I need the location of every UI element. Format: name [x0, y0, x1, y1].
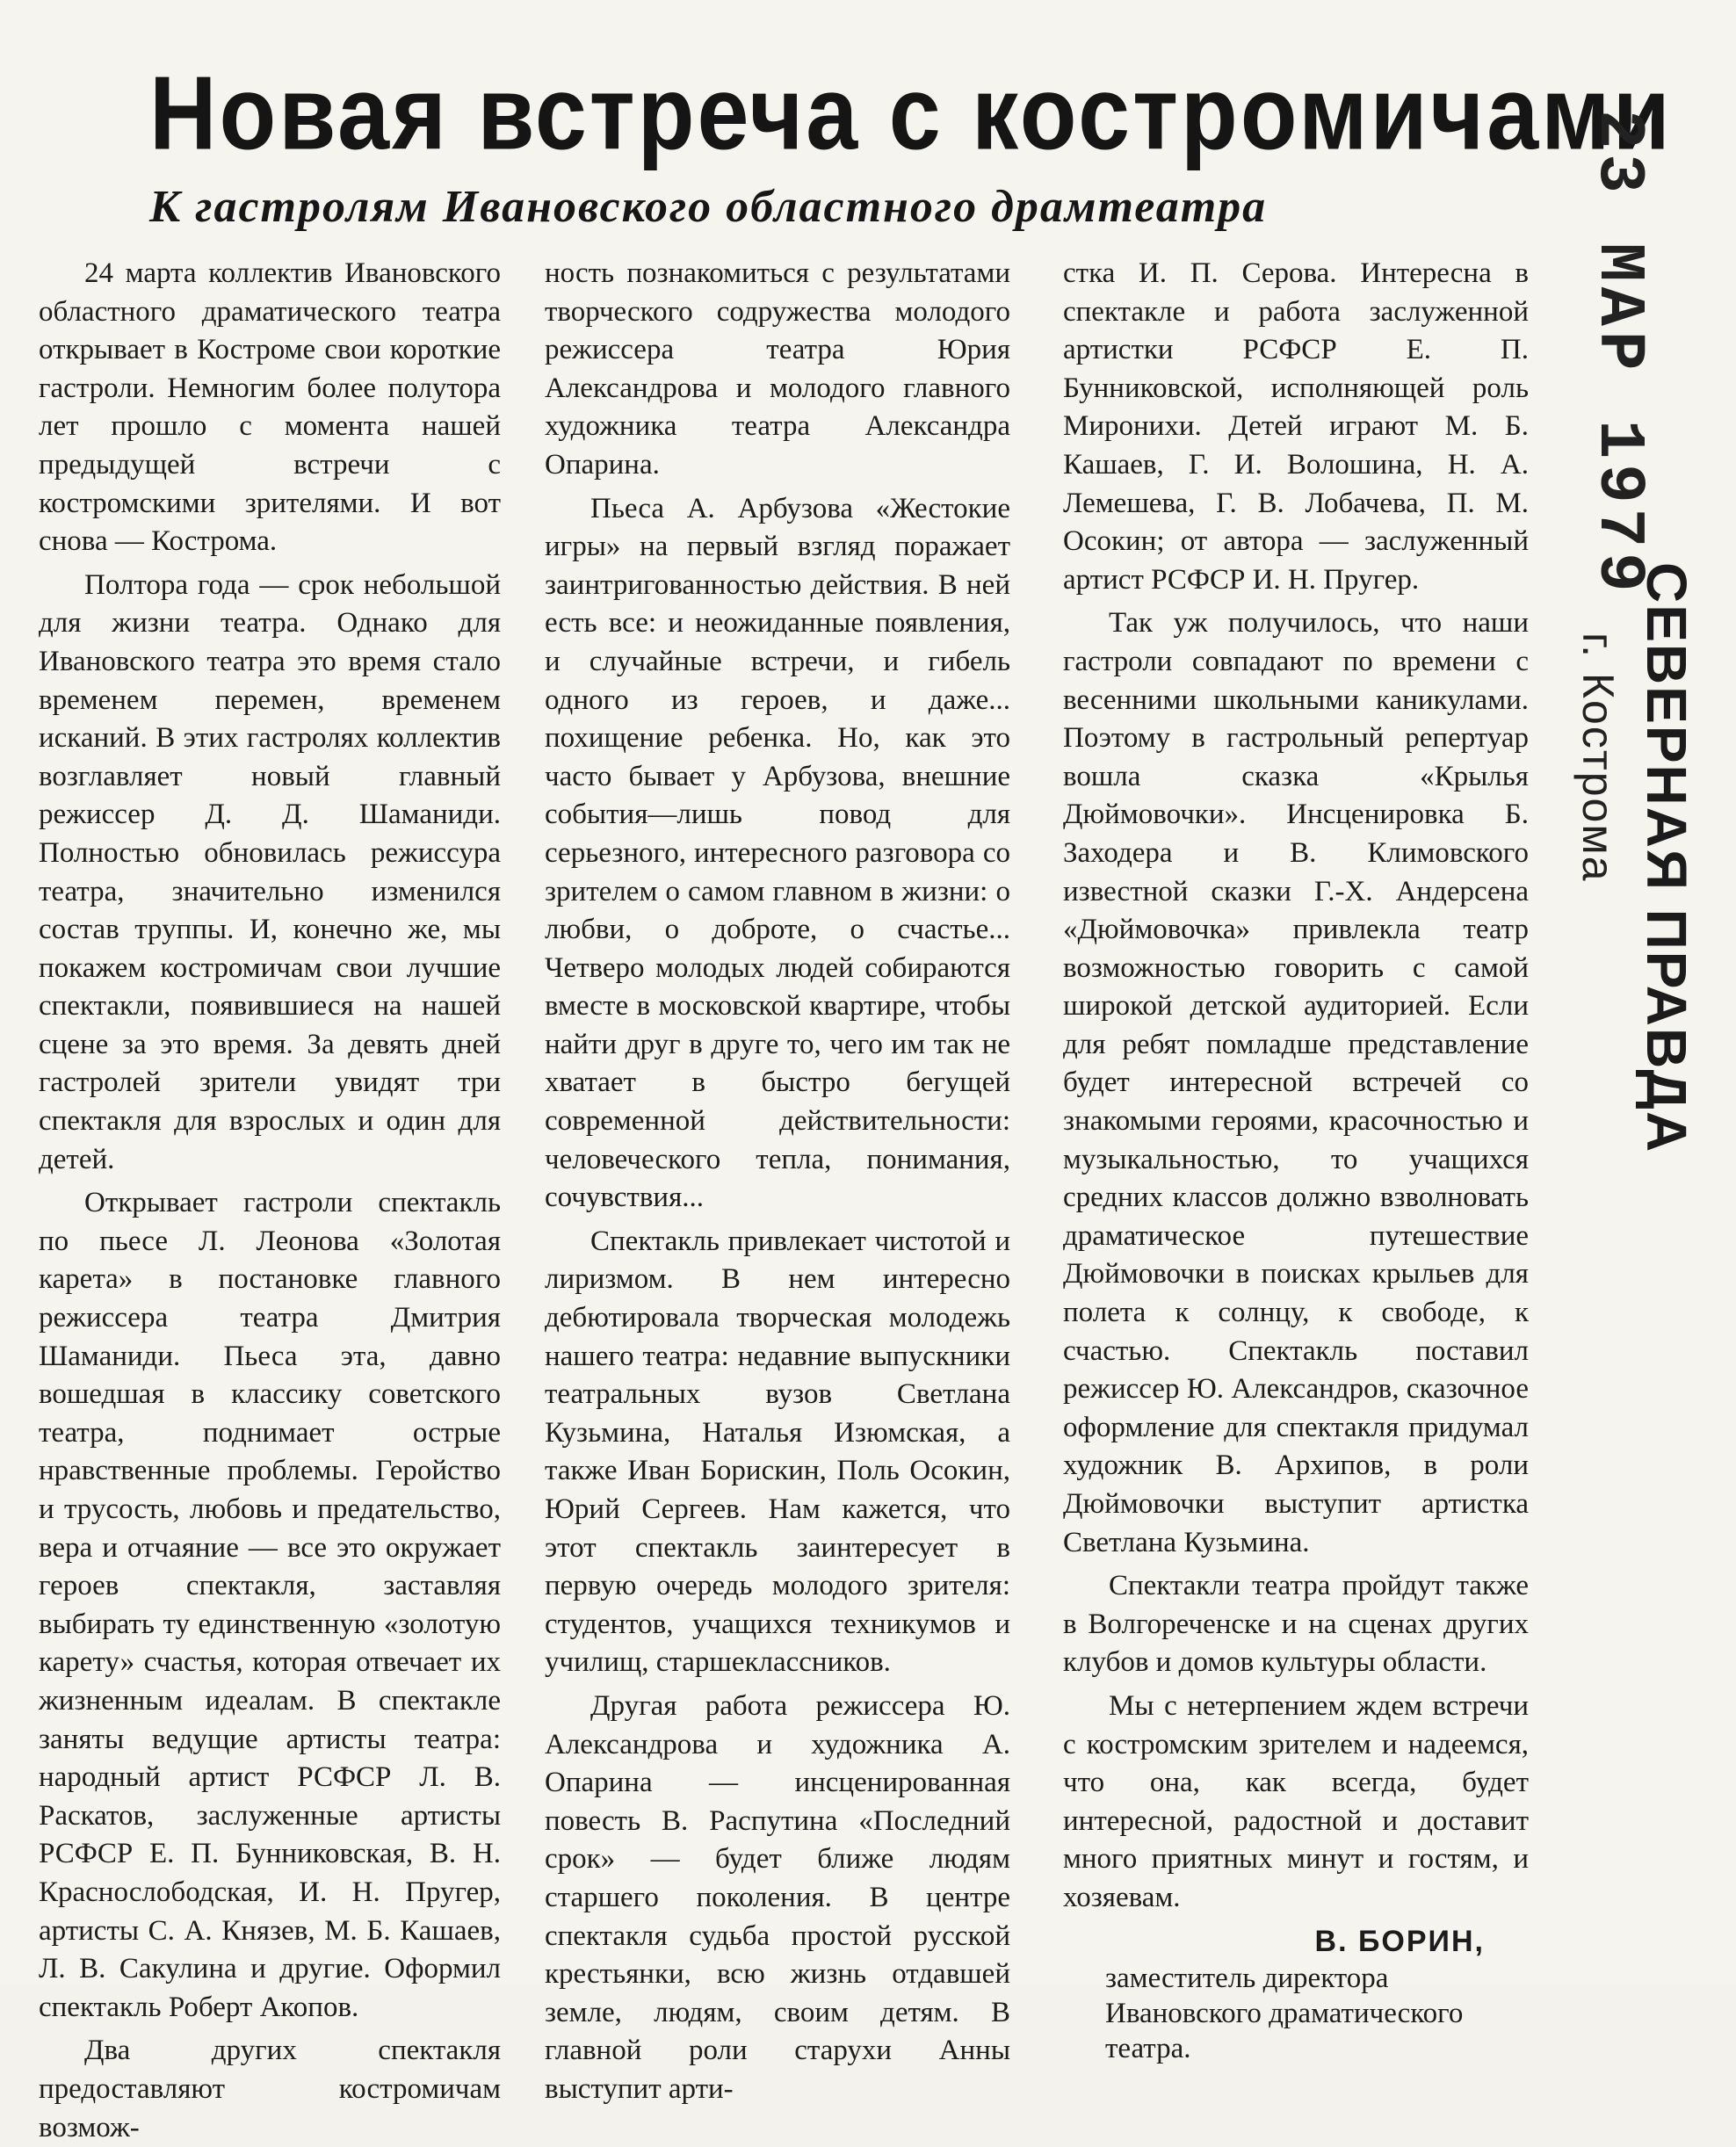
- article-column-2: [545, 255, 1010, 2105]
- author-title: заместитель директора Ивановского драматического театра.: [1105, 1963, 1464, 2065]
- paragraph: Спектакли театра пройдут также в Волгореченске и на сценах других клубов и домов культуры области.: [1063, 1570, 1529, 1679]
- newspaper-name-stamp: СЕВЕРНАЯ ПРАВДА: [1635, 562, 1698, 1154]
- place-stamp: г. Кострома: [1573, 633, 1623, 883]
- paragraph: ность познакомиться с результатами творческого содружества молодого режиссера театра Юрия Александрова и молодого главного художника театра Александра Опарина.: [545, 257, 1010, 481]
- paragraph: Два других спектакля предоставляют костромичам возмож-: [39, 2035, 501, 2143]
- author-name: В. БОРИН,: [1314, 1924, 1485, 1958]
- article-column-1: [39, 255, 501, 2143]
- paragraph: 24 марта коллектив Ивановского областного драматического театра открывает в Костроме свои короткие гастроли. Немногим более полутора лет прошло с момента нашей предыдущей встречи с костромскими зрителями. И вот снова — Кострома.: [39, 257, 501, 558]
- paragraph: Так уж получилось, что наши гастроли совпадают по времени с весенними школьными каникулами. Поэтому в гастрольный репертуар вошла сказка «Крылья Дюймовочки». Инсценировка Б. Заходера и В. Климовского известной сказки Г.-Х. Андерсена «Дюймовочка» привлекла театр возможностью говорить с самой широкой детской аудиторией. Если для ребят помладше представление будет интересной встречей со знакомыми героями, красочностью и музыкальностью, то учащихся средних классов должно взволновать драматическое путешествие Дюймовочки в поисках крыльев для полета к солнцу, к свободе, к счастью. Спектакль поставил режиссер Ю. Александров, сказочное оформление для спектакля придумал художник В. Архипов, в роли Дюймовочки выступит артистка Светлана Кузьмина.: [1063, 607, 1529, 1558]
- paragraph: Пьеса А. Арбузова «Жестокие игры» на первый взгляд поражает заинтригованностью действия. В ней есть все: и неожиданные появления, и случайные встречи, и гибель одного из героев, и даже... похищение ребенка. Но, как это часто бывает у Арбузова, внешние события—лишь повод для серьезного, интересного разговора со зрителем о самом главном в жизни: о любви, о доброте, о счастье... Четверо молодых людей собираются вместе в московской квартире, чтобы найти друг в друге то, чего им так не хватает в быстро бегущей современной действительности: человеческого тепла, понимания, сочувствия...: [545, 492, 1010, 1214]
- article-column-3: [1063, 255, 1529, 2065]
- paragraph: Открывает гастроли спектакль по пьесе Л. Леонова «Золотая карета» в постановке главного режиссера театра Дмитрия Шаманиди. Пьеса эта, давно вошедшая в классику советского театра, поднимает острые нравственные проблемы. Геройство и трусость, любовь и предательство, вера и отчаяние — все это окружает героев спектакля, заставляя выбирать ту единственную «золотую карету» счастья, которая отвечает их жизненным идеалам. В спектакле заняты ведущие артисты театра: народный артист РСФСР Л. В. Раскатов, заслуженные артисты РСФСР Е. П. Бунниковская, В. Н. Краснослободская, И. Н. Пругер, артисты С. А. Князев, М. Б. Кашаев, Л. В. Сакулина и другие. Оформил спектакль Роберт Акопов.: [39, 1187, 501, 2023]
- paragraph: стка И. П. Серова. Интересна в спектакле и работа заслуженной артистки РСФСР Е. П. Бунниковской, исполняющей роль Миронихи. Детей играют М. Б. Кашаев, Г. И. Волошина, Н. А. Лемешева, Г. В. Лобачева, П. М. Осокин; от автора — заслуженный артист РСФСР И. Н. Пругер.: [1063, 257, 1529, 596]
- article-subheadline: К гастролям Ивановского областного драмтеатра: [149, 182, 1268, 232]
- article-headline: Новая встреча с костромичами: [149, 55, 1673, 172]
- paragraph: Полтора года — срок небольшой для жизни театра. Однако для Ивановского театра это время стало временем перемен, временем исканий. В этих гастролях коллектив возглавляет новый главный режиссер Д. Д. Шаманиди. Полностью обновилась режиссура театра, значительно изменился состав труппы. И, конечно же, мы покажем костромичам свои лучшие спектакли, появившиеся на нашей сцене за это время. За девять дней гастролей зрители увидят три спектакля для взрослых и один для детей.: [39, 568, 501, 1175]
- paragraph: Спектакль привлекает чистотой и лиризмом. В нем интересно дебютировала творческая молодежь нашего театра: недавние выпускники театральных вузов Светлана Кузьмина, Наталья Изюмская, а также Иван Борискин, Поль Осокин, Юрий Сергеев. Нам кажется, что этот спектакль заинтересует в первую очередь молодого зрителя: студентов, учащихся техникумов и училищ, старшеклассников.: [545, 1225, 1010, 1679]
- date-stamp: 23 МАР 1979: [1581, 110, 1655, 597]
- paragraph: Другая работа режиссера Ю. Александрова и художника А. Опарина — инсценированная повесть В. Распутина «Последний срок» — будет ближе людям старшего поколения. В центре спектакля судьба простой русской крестьянки, всю жизнь отдавшей земле, людям, своим детям. В главной роли старухи Анны выступит арти-: [545, 1689, 1010, 2105]
- author-signature: [1063, 1923, 1529, 2067]
- paragraph: Мы с нетерпением ждем встречи с костромским зрителем и надеемся, что она, как всегда, будет интересной, радостной и доставит много приятных минут и гостям, и хозяевам.: [1063, 1689, 1529, 1913]
